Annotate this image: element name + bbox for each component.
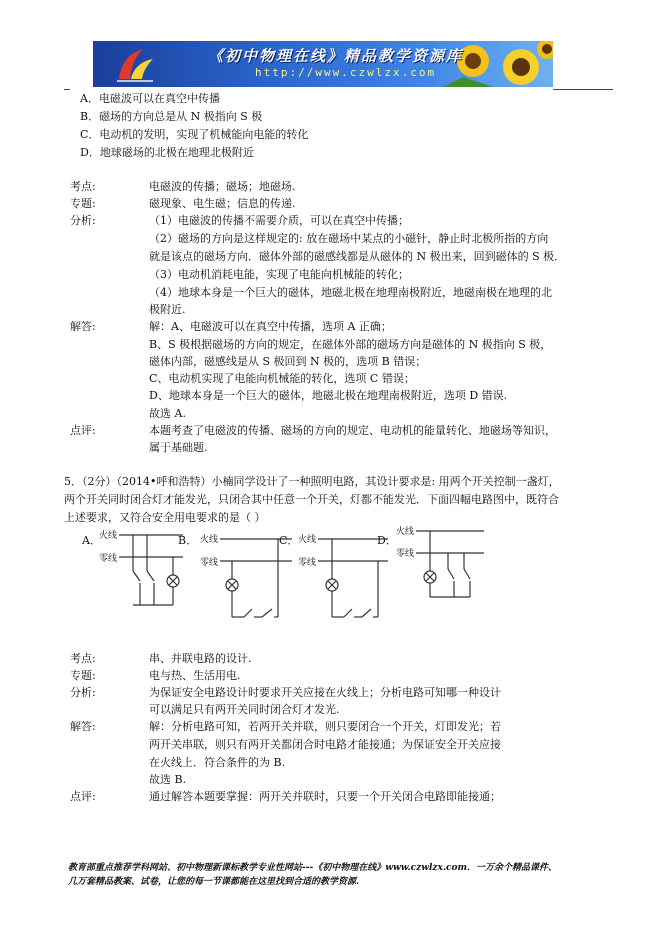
header-rule-right bbox=[553, 89, 613, 90]
q4-dianping-line: 属于基础题. bbox=[149, 441, 208, 454]
q5-zhuanti: 电与热、生活用电. bbox=[149, 669, 241, 682]
header-banner bbox=[93, 41, 553, 87]
q4-kaodian: 电磁波的传播；磁场；地磁场. bbox=[149, 180, 296, 193]
q5-option-c-label: C． bbox=[279, 534, 299, 547]
neutral-wire-label: 零线 bbox=[200, 558, 219, 568]
neutral-wire-label: 零线 bbox=[396, 549, 415, 559]
neutral-wire-label: 零线 bbox=[298, 558, 317, 568]
q5-kaodian: 串、并联电路的设计. bbox=[149, 652, 252, 665]
q4-jieda-label: 解答: bbox=[70, 320, 96, 333]
fire-wire-label: 火线 bbox=[298, 535, 317, 545]
q5-jieda-line: 故选 B. bbox=[149, 773, 187, 786]
fire-wire-label: 火线 bbox=[200, 535, 219, 545]
q5-option-d-label: D． bbox=[377, 534, 397, 547]
circuit-diagram-d bbox=[388, 525, 488, 625]
q4-jieda-line: 解：A、电磁波可以在真空中传播，选项 A 正确； bbox=[149, 320, 392, 333]
q5-jieda-line: 两开关串联，则只有两开关都闭合时电路才能接通；为保证安全开关应接 bbox=[149, 738, 501, 751]
banner-url[interactable]: http://www.czwlzx.com bbox=[255, 66, 437, 79]
fire-wire-label: 火线 bbox=[396, 527, 415, 537]
q5-fenxi-line: 可以满足只有两开关同时闭合灯才发光. bbox=[149, 703, 340, 716]
header-rule-left bbox=[64, 89, 70, 90]
q4-zhuanti-label: 专题: bbox=[70, 197, 96, 210]
banner-title: 《初中物理在线》精品教学资源库 bbox=[208, 47, 464, 65]
site-logo-icon bbox=[113, 45, 157, 85]
q5-option-a-label: A． bbox=[82, 534, 101, 547]
q5-zhuanti-label: 专题: bbox=[70, 669, 96, 682]
q4-dianping-label: 点评: bbox=[70, 424, 96, 437]
q4-option-b: B．磁场的方向总是从 N 极指向 S 极 bbox=[80, 110, 263, 123]
q4-fenxi-line: （4）地球本身是一个巨大的磁体，地磁北极在地理南极附近，地磁南极在地理的北 bbox=[149, 286, 552, 299]
q5-jieda-line: 在火线上．符合条件的为 B. bbox=[149, 756, 286, 769]
q5-jieda-label: 解答: bbox=[70, 720, 96, 733]
q4-kaodian-label: 考点: bbox=[70, 180, 96, 193]
circuit-diagram-b bbox=[196, 525, 299, 625]
q4-jieda-line: D、地球本身是一个巨大的磁体，地磁北极在地理南极附近，选项 D 错误. bbox=[149, 389, 508, 402]
q4-fenxi-label: 分析: bbox=[70, 214, 96, 227]
q4-option-d: D．地球磁场的北极在地理北极附近 bbox=[80, 146, 254, 159]
q5-dianping: 通过解答本题要掌握：两开关并联时，只要一个开关闭合电路即能接通； bbox=[149, 790, 501, 803]
q4-jieda-line: 磁体内部，磁感线是从 S 极回到 N 极的，选项 B 错误； bbox=[149, 355, 427, 368]
q5-stem-line: 上述要求，又符合安全用电要求的是（ ） bbox=[64, 511, 266, 524]
q5-jieda-line: 解：分析电路可知，若两开关并联，则只要闭合一个开关，灯即发光；若 bbox=[149, 720, 501, 733]
q5-option-b-label: B． bbox=[178, 534, 198, 547]
footer-line: 教育部重点推荐学科网站、初中物理新课标教学专业性网站---《初中物理在线》www.czwlzx.com．一万余个精品课件、 bbox=[68, 863, 558, 873]
neutral-wire-label: 零线 bbox=[99, 554, 118, 564]
q5-stem-line: 两个开关同时闭合灯才能发光，只闭合其中任意一个开关，灯都不能发光．下面四幅电路图中，既符合 bbox=[64, 493, 559, 506]
q5-fenxi-line: 为保证安全电路设计时要求开关应接在火线上；分析电路可知哪一种设计 bbox=[149, 686, 501, 699]
q4-fenxi-line: （3）电动机消耗电能，实现了电能向机械能的转化； bbox=[149, 268, 409, 281]
footer-line: 几万套精品教案、试卷，让您的每一节课都能在这里找到合适的教学资源. bbox=[68, 877, 360, 887]
q4-option-c: C．电动机的发明，实现了机械能向电能的转化 bbox=[80, 128, 309, 141]
q4-jieda-line: B、S 极根据磁场的方向的规定，在磁体外部的磁场方向是磁体的 N 极指向 S 极， bbox=[149, 338, 552, 351]
q5-stem-line: 5．（2分）（2014•呼和浩特）小楠同学设计了一种照明电路，其设计要求是: 用两个开关控制一盏灯， bbox=[64, 475, 560, 488]
q5-kaodian-label: 考点: bbox=[70, 652, 96, 665]
q5-fenxi-label: 分析: bbox=[70, 686, 96, 699]
q4-fenxi-line: 极附近. bbox=[149, 303, 186, 316]
q4-zhuanti: 磁现象、电生磁；信息的传递. bbox=[149, 197, 296, 210]
circuit-diagram-c bbox=[292, 525, 392, 625]
q4-jieda-line: 故选 A. bbox=[149, 407, 186, 420]
q4-fenxi-line: （1）电磁波的传播不需要介质，可以在真空中传播； bbox=[149, 214, 409, 227]
q4-option-a: A．电磁波可以在真空中传播 bbox=[80, 92, 220, 105]
q4-dianping-line: 本题考查了电磁波的传播、磁场的方向的规定、电动机的能量转化、地磁场等知识， bbox=[149, 424, 556, 437]
q4-fenxi-line: （2）磁场的方向是这样规定的: 放在磁场中某点的小磁针，静止时北极所指的方向 bbox=[149, 232, 549, 245]
fire-wire-label: 火线 bbox=[99, 531, 118, 541]
q5-dianping-label: 点评: bbox=[70, 790, 96, 803]
q4-jieda-line: C、电动机实现了电能向机械能的转化，选项 C 错误； bbox=[149, 372, 415, 385]
circuit-diagram-a bbox=[95, 525, 185, 625]
q4-fenxi-line: 就是该点的磁场方向．磁体外部的磁感线都是从磁体的 N 极出来，回到磁体的 S 极． bbox=[149, 250, 566, 263]
